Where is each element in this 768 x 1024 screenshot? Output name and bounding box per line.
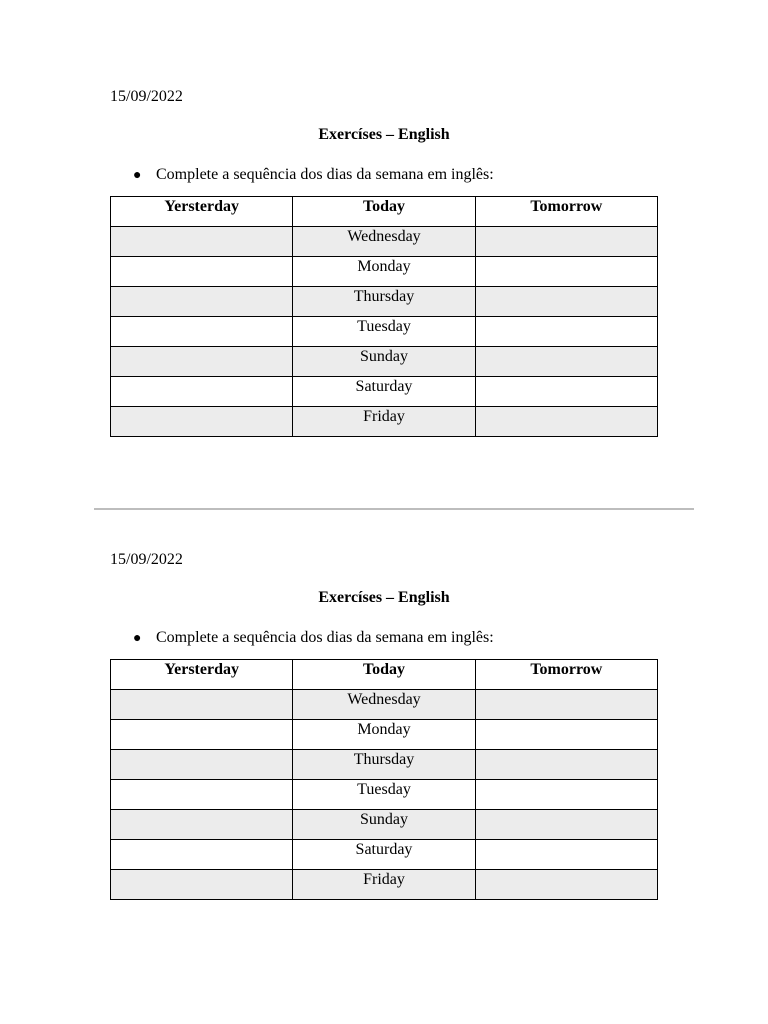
today-cell: Sunday	[293, 347, 475, 377]
tomorrow-cell[interactable]	[475, 347, 657, 377]
today-cell: Friday	[293, 870, 475, 900]
tomorrow-cell[interactable]	[475, 810, 657, 840]
tomorrow-cell[interactable]	[475, 690, 657, 720]
today-cell: Monday	[293, 720, 475, 750]
yesterday-cell[interactable]	[111, 750, 293, 780]
yesterday-cell[interactable]	[111, 347, 293, 377]
today-cell: Thursday	[293, 287, 475, 317]
table-header-row	[111, 660, 658, 690]
table-row	[111, 407, 658, 437]
tomorrow-cell[interactable]	[475, 377, 657, 407]
today-cell: Wednesday	[293, 227, 475, 257]
yesterday-cell[interactable]	[111, 810, 293, 840]
column-header-today: Today	[293, 197, 475, 227]
today-cell: Wednesday	[293, 690, 475, 720]
table-row	[111, 720, 658, 750]
days-table	[110, 196, 658, 437]
page-divider	[94, 508, 694, 510]
tomorrow-cell[interactable]	[475, 227, 657, 257]
column-header-today: Today	[293, 660, 475, 690]
tomorrow-cell[interactable]	[475, 317, 657, 347]
table-row	[111, 840, 658, 870]
table-row	[111, 750, 658, 780]
tomorrow-cell[interactable]	[475, 720, 657, 750]
today-cell: Sunday	[293, 810, 475, 840]
table-row	[111, 780, 658, 810]
table-row	[111, 347, 658, 377]
instruction-item	[133, 628, 494, 649]
today-cell: Saturday	[293, 377, 475, 407]
worksheet-section-1	[0, 87, 768, 507]
yesterday-cell[interactable]	[111, 377, 293, 407]
table-row	[111, 287, 658, 317]
today-cell: Saturday	[293, 840, 475, 870]
yesterday-cell[interactable]	[111, 407, 293, 437]
table-row	[111, 317, 658, 347]
column-header-tomorrow: Tomorrow	[475, 197, 657, 227]
tomorrow-cell[interactable]	[475, 287, 657, 317]
instruction-text: Complete a sequência dos dias da semana em inglês:	[156, 629, 494, 646]
yesterday-cell[interactable]	[111, 840, 293, 870]
table-row	[111, 810, 658, 840]
table-row	[111, 257, 658, 287]
table-row	[111, 870, 658, 900]
tomorrow-cell[interactable]	[475, 870, 657, 900]
bullet-icon: ●	[133, 168, 142, 183]
tomorrow-cell[interactable]	[475, 750, 657, 780]
bullet-icon: ●	[133, 631, 142, 646]
column-header-tomorrow: Tomorrow	[475, 660, 657, 690]
yesterday-cell[interactable]	[111, 690, 293, 720]
tomorrow-cell[interactable]	[475, 407, 657, 437]
exercise-title: Exercíses – English	[318, 589, 450, 606]
instruction-item	[133, 165, 494, 186]
exercise-title: Exercíses – English	[318, 126, 450, 143]
worksheet-section-2	[0, 550, 768, 970]
yesterday-cell[interactable]	[111, 317, 293, 347]
today-cell: Tuesday	[293, 317, 475, 347]
yesterday-cell[interactable]	[111, 780, 293, 810]
yesterday-cell[interactable]	[111, 257, 293, 287]
yesterday-cell[interactable]	[111, 227, 293, 257]
today-cell: Thursday	[293, 750, 475, 780]
table-row	[111, 227, 658, 257]
today-cell: Tuesday	[293, 780, 475, 810]
days-table	[110, 659, 658, 900]
today-cell: Monday	[293, 257, 475, 287]
table-row	[111, 377, 658, 407]
date-label: 15/09/2022	[110, 88, 183, 105]
instruction-text: Complete a sequência dos dias da semana em inglês:	[156, 166, 494, 183]
tomorrow-cell[interactable]	[475, 257, 657, 287]
yesterday-cell[interactable]	[111, 870, 293, 900]
table-row	[111, 690, 658, 720]
date-label: 15/09/2022	[110, 551, 183, 568]
column-header-yesterday: Yersterday	[111, 660, 293, 690]
column-header-yesterday: Yersterday	[111, 197, 293, 227]
tomorrow-cell[interactable]	[475, 780, 657, 810]
yesterday-cell[interactable]	[111, 720, 293, 750]
tomorrow-cell[interactable]	[475, 840, 657, 870]
today-cell: Friday	[293, 407, 475, 437]
yesterday-cell[interactable]	[111, 287, 293, 317]
table-header-row	[111, 197, 658, 227]
